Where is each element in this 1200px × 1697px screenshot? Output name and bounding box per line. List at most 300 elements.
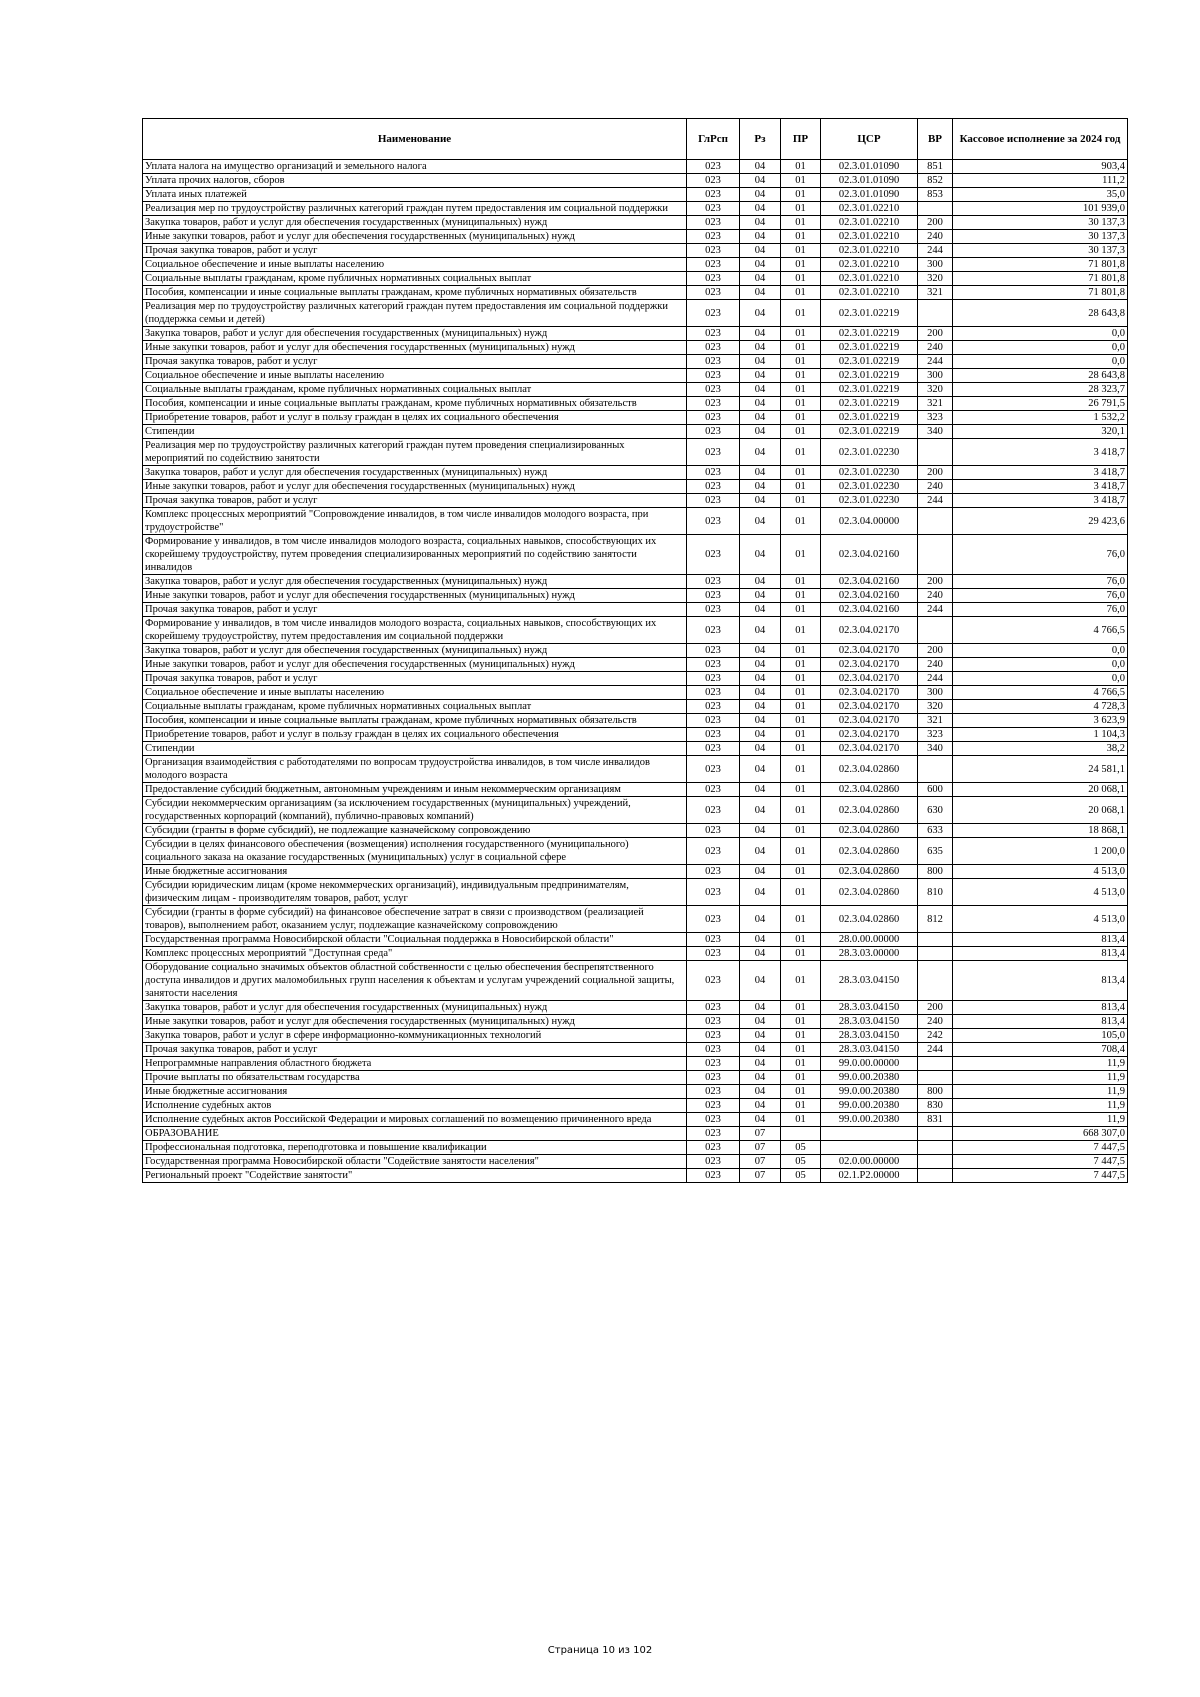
- cell-name: Прочая закупка товаров, работ и услуг: [143, 672, 687, 686]
- cell-rz: 04: [740, 824, 781, 838]
- cell-rz: 04: [740, 728, 781, 742]
- cell-name: Социальные выплаты гражданам, кроме публичных нормативных социальных выплат: [143, 700, 687, 714]
- cell-vr: 320: [918, 700, 953, 714]
- cell-csr: 02.3.01.02230: [821, 466, 918, 480]
- cell-csr: 02.3.04.02170: [821, 672, 918, 686]
- header-rz: Рз: [740, 119, 781, 160]
- cell-rz: 04: [740, 933, 781, 947]
- cell-vr: 240: [918, 658, 953, 672]
- cell-pr: 01: [781, 160, 821, 174]
- cell-vr: 240: [918, 230, 953, 244]
- cell-pr: 01: [781, 603, 821, 617]
- cell-csr: 02.3.01.02210: [821, 202, 918, 216]
- cell-csr: 02.3.01.02230: [821, 494, 918, 508]
- cell-name: Иные закупки товаров, работ и услуг для обеспечения государственных (муниципальных) нужд: [143, 589, 687, 603]
- cell-amount: 20 068,1: [953, 797, 1128, 824]
- cell-vr: 200: [918, 327, 953, 341]
- cell-amount: 813,4: [953, 1015, 1128, 1029]
- table-row: [143, 658, 1128, 672]
- cell-rz: 04: [740, 783, 781, 797]
- cell-rz: 04: [740, 1015, 781, 1029]
- cell-csr: 99.0.00.20380: [821, 1099, 918, 1113]
- cell-name: Уплата иных платежей: [143, 188, 687, 202]
- cell-amount: 813,4: [953, 1001, 1128, 1015]
- table-row: [143, 1015, 1128, 1029]
- cell-pr: 01: [781, 230, 821, 244]
- cell-name: Прочие выплаты по обязательствам государства: [143, 1071, 687, 1085]
- cell-name: Иные закупки товаров, работ и услуг для обеспечения государственных (муниципальных) нужд: [143, 341, 687, 355]
- table-row: [143, 589, 1128, 603]
- cell-grs: 023: [687, 327, 740, 341]
- cell-pr: 01: [781, 824, 821, 838]
- cell-amount: 11,9: [953, 1071, 1128, 1085]
- cell-name: Субсидии некоммерческим организациям (за исключением государственных (муниципальных) учреждений, государственных корпораций (компаний), публично-правовых компаний): [143, 797, 687, 824]
- cell-amount: 7 447,5: [953, 1155, 1128, 1169]
- cell-grs: 023: [687, 1155, 740, 1169]
- table-row: [143, 466, 1128, 480]
- cell-grs: 023: [687, 1001, 740, 1015]
- cell-rz: 04: [740, 961, 781, 1001]
- cell-grs: 023: [687, 714, 740, 728]
- cell-rz: 04: [740, 355, 781, 369]
- cell-vr: 300: [918, 686, 953, 700]
- cell-name: Уплата прочих налогов, сборов: [143, 174, 687, 188]
- cell-pr: 01: [781, 397, 821, 411]
- cell-amount: 30 137,3: [953, 216, 1128, 230]
- cell-csr: 02.3.04.02860: [821, 783, 918, 797]
- cell-vr: 300: [918, 258, 953, 272]
- cell-vr: [918, 756, 953, 783]
- cell-grs: 023: [687, 1141, 740, 1155]
- cell-vr: 635: [918, 838, 953, 865]
- cell-csr: 02.3.04.02860: [821, 797, 918, 824]
- cell-grs: 023: [687, 603, 740, 617]
- cell-vr: [918, 202, 953, 216]
- cell-name: Социальные выплаты гражданам, кроме публичных нормативных социальных выплат: [143, 272, 687, 286]
- cell-vr: 831: [918, 1113, 953, 1127]
- cell-grs: 023: [687, 535, 740, 575]
- cell-amount: 18 868,1: [953, 824, 1128, 838]
- cell-grs: 023: [687, 756, 740, 783]
- cell-rz: 07: [740, 1127, 781, 1141]
- cell-pr: 01: [781, 425, 821, 439]
- cell-vr: [918, 933, 953, 947]
- cell-amount: 28 323,7: [953, 383, 1128, 397]
- cell-vr: 340: [918, 425, 953, 439]
- table-row: [143, 603, 1128, 617]
- cell-amount: 0,0: [953, 644, 1128, 658]
- cell-csr: 02.3.01.02219: [821, 369, 918, 383]
- cell-amount: 813,4: [953, 961, 1128, 1001]
- cell-rz: 07: [740, 1169, 781, 1183]
- cell-grs: 023: [687, 700, 740, 714]
- cell-csr: 99.0.00.00000: [821, 1057, 918, 1071]
- cell-grs: 023: [687, 824, 740, 838]
- cell-rz: 04: [740, 508, 781, 535]
- cell-csr: 02.3.01.02219: [821, 397, 918, 411]
- cell-pr: 01: [781, 589, 821, 603]
- cell-grs: 023: [687, 1127, 740, 1141]
- header-name: Наименование: [143, 119, 687, 160]
- cell-amount: 76,0: [953, 535, 1128, 575]
- cell-rz: 04: [740, 644, 781, 658]
- cell-pr: 01: [781, 466, 821, 480]
- cell-csr: 02.3.04.02170: [821, 644, 918, 658]
- cell-grs: 023: [687, 272, 740, 286]
- cell-name: Реализация мер по трудоустройству различных категорий граждан путем предоставления им социальной поддержки: [143, 202, 687, 216]
- cell-csr: [821, 1141, 918, 1155]
- cell-amount: 4 513,0: [953, 879, 1128, 906]
- cell-rz: 04: [740, 230, 781, 244]
- table-row: [143, 160, 1128, 174]
- cell-name: Субсидии юридическим лицам (кроме некоммерческих организаций), индивидуальным предпринимателям, физическим лицам - производителям товаров, работ, услуг: [143, 879, 687, 906]
- cell-name: Иные закупки товаров, работ и услуг для обеспечения государственных (муниципальных) нужд: [143, 230, 687, 244]
- cell-rz: 04: [740, 603, 781, 617]
- cell-vr: 242: [918, 1029, 953, 1043]
- header-pr: ПР: [781, 119, 821, 160]
- table-row: [143, 686, 1128, 700]
- cell-csr: 28.3.03.04150: [821, 961, 918, 1001]
- cell-amount: 71 801,8: [953, 286, 1128, 300]
- cell-pr: 01: [781, 480, 821, 494]
- table-row: [143, 439, 1128, 466]
- cell-csr: 02.3.01.01090: [821, 188, 918, 202]
- cell-rz: 04: [740, 216, 781, 230]
- cell-amount: 30 137,3: [953, 244, 1128, 258]
- cell-rz: 04: [740, 1057, 781, 1071]
- cell-csr: 02.3.01.02219: [821, 383, 918, 397]
- cell-pr: 01: [781, 575, 821, 589]
- cell-name: Пособия, компенсации и иные социальные выплаты гражданам, кроме публичных нормативных обязательств: [143, 397, 687, 411]
- cell-name: Социальное обеспечение и иные выплаты населению: [143, 369, 687, 383]
- cell-pr: 01: [781, 439, 821, 466]
- cell-grs: 023: [687, 961, 740, 1001]
- cell-pr: 01: [781, 879, 821, 906]
- cell-rz: 04: [740, 286, 781, 300]
- cell-amount: 7 447,5: [953, 1141, 1128, 1155]
- cell-name: Иные бюджетные ассигнования: [143, 1085, 687, 1099]
- cell-csr: 02.3.01.01090: [821, 174, 918, 188]
- cell-csr: 02.3.01.02210: [821, 286, 918, 300]
- table-row: [143, 244, 1128, 258]
- cell-amount: 4 766,5: [953, 617, 1128, 644]
- cell-pr: 01: [781, 906, 821, 933]
- header-csr: ЦСР: [821, 119, 918, 160]
- cell-name: Социальное обеспечение и иные выплаты населению: [143, 258, 687, 272]
- cell-rz: 04: [740, 617, 781, 644]
- cell-name: Субсидии (гранты в форме субсидий) на финансовое обеспечение затрат в связи с производством (реализацией товаров), выполнением работ, оказанием услуг, подлежащие казначейскому сопровождению: [143, 906, 687, 933]
- header-amount: Кассовое исполнение за 2024 год: [953, 119, 1128, 160]
- cell-pr: 01: [781, 258, 821, 272]
- cell-csr: 02.3.04.02160: [821, 535, 918, 575]
- cell-pr: 01: [781, 341, 821, 355]
- cell-name: Закупка товаров, работ и услуг для обеспечения государственных (муниципальных) нужд: [143, 575, 687, 589]
- table-row: [143, 1155, 1128, 1169]
- cell-name: Государственная программа Новосибирской области "Содействие занятости населения": [143, 1155, 687, 1169]
- cell-pr: 05: [781, 1141, 821, 1155]
- table-row: [143, 728, 1128, 742]
- cell-name: Пособия, компенсации и иные социальные выплаты гражданам, кроме публичных нормативных обязательств: [143, 286, 687, 300]
- cell-name: Комплекс процессных мероприятий "Доступная среда": [143, 947, 687, 961]
- cell-name: Организация взаимодействия с работодателями по вопросам трудоустройства инвалидов, в том числе инвалидов молодого возраста: [143, 756, 687, 783]
- table-row: [143, 494, 1128, 508]
- table-row: [143, 1085, 1128, 1099]
- cell-vr: 323: [918, 728, 953, 742]
- cell-name: Прочая закупка товаров, работ и услуг: [143, 355, 687, 369]
- cell-grs: 023: [687, 383, 740, 397]
- cell-name: Закупка товаров, работ и услуг для обеспечения государственных (муниципальных) нужд: [143, 216, 687, 230]
- cell-csr: 02.3.04.02170: [821, 700, 918, 714]
- cell-grs: 023: [687, 838, 740, 865]
- cell-vr: 810: [918, 879, 953, 906]
- cell-pr: 01: [781, 1071, 821, 1085]
- table-row: [143, 700, 1128, 714]
- cell-amount: 813,4: [953, 947, 1128, 961]
- cell-amount: 4 513,0: [953, 865, 1128, 879]
- cell-rz: 04: [740, 188, 781, 202]
- table-row: [143, 425, 1128, 439]
- cell-rz: 04: [740, 686, 781, 700]
- cell-vr: [918, 535, 953, 575]
- cell-rz: 04: [740, 439, 781, 466]
- table-row: [143, 1127, 1128, 1141]
- cell-rz: 04: [740, 1043, 781, 1057]
- cell-rz: 04: [740, 300, 781, 327]
- cell-grs: 023: [687, 1043, 740, 1057]
- cell-vr: 200: [918, 644, 953, 658]
- cell-grs: 023: [687, 508, 740, 535]
- cell-amount: 26 791,5: [953, 397, 1128, 411]
- table-row: [143, 216, 1128, 230]
- cell-vr: 320: [918, 383, 953, 397]
- cell-vr: 300: [918, 369, 953, 383]
- cell-grs: 023: [687, 589, 740, 603]
- cell-csr: 02.3.01.02219: [821, 300, 918, 327]
- cell-csr: 02.3.04.02170: [821, 742, 918, 756]
- cell-rz: 04: [740, 480, 781, 494]
- cell-pr: 01: [781, 1085, 821, 1099]
- cell-pr: [781, 1127, 821, 1141]
- cell-name: Социальные выплаты гражданам, кроме публичных нормативных социальных выплат: [143, 383, 687, 397]
- cell-rz: 04: [740, 397, 781, 411]
- cell-amount: 4 728,3: [953, 700, 1128, 714]
- cell-name: Прочая закупка товаров, работ и услуг: [143, 494, 687, 508]
- cell-grs: 023: [687, 686, 740, 700]
- cell-grs: 023: [687, 783, 740, 797]
- cell-vr: 630: [918, 797, 953, 824]
- table-row: [143, 383, 1128, 397]
- table-header-row: [143, 119, 1128, 160]
- cell-name: Иные закупки товаров, работ и услуг для обеспечения государственных (муниципальных) нужд: [143, 658, 687, 672]
- cell-grs: 023: [687, 355, 740, 369]
- cell-csr: 02.3.01.02219: [821, 327, 918, 341]
- cell-vr: [918, 1127, 953, 1141]
- cell-name: Прочая закупка товаров, работ и услуг: [143, 1043, 687, 1057]
- cell-grs: 023: [687, 728, 740, 742]
- cell-csr: 99.0.00.20380: [821, 1113, 918, 1127]
- cell-rz: 04: [740, 947, 781, 961]
- cell-vr: 244: [918, 244, 953, 258]
- cell-name: Реализация мер по трудоустройству различных категорий граждан путем предоставления им социальной поддержки (поддержка семьи и детей): [143, 300, 687, 327]
- table-row: [143, 1169, 1128, 1183]
- cell-name: Реализация мер по трудоустройству различных категорий граждан путем проведения специализированных мероприятий по содействию занятости: [143, 439, 687, 466]
- cell-grs: 023: [687, 1113, 740, 1127]
- cell-rz: 04: [740, 244, 781, 258]
- cell-vr: 244: [918, 1043, 953, 1057]
- table-row: [143, 258, 1128, 272]
- cell-rz: 04: [740, 742, 781, 756]
- table-row: [143, 202, 1128, 216]
- table-row: [143, 188, 1128, 202]
- cell-name: Иные закупки товаров, работ и услуг для обеспечения государственных (муниципальных) нужд: [143, 1015, 687, 1029]
- table-row: [143, 947, 1128, 961]
- cell-grs: 023: [687, 425, 740, 439]
- table-row: [143, 327, 1128, 341]
- cell-vr: [918, 1141, 953, 1155]
- cell-pr: 05: [781, 1169, 821, 1183]
- cell-name: Государственная программа Новосибирской области "Социальная поддержка в Новосибирской области": [143, 933, 687, 947]
- cell-csr: 02.0.00.00000: [821, 1155, 918, 1169]
- cell-rz: 04: [740, 411, 781, 425]
- cell-name: Закупка товаров, работ и услуг в сфере информационно-коммуникационных технологий: [143, 1029, 687, 1043]
- cell-grs: 023: [687, 742, 740, 756]
- cell-vr: 244: [918, 603, 953, 617]
- table-row: [143, 535, 1128, 575]
- cell-pr: 01: [781, 742, 821, 756]
- cell-amount: 668 307,0: [953, 1127, 1128, 1141]
- cell-grs: 023: [687, 202, 740, 216]
- table-row: [143, 411, 1128, 425]
- table-row: [143, 575, 1128, 589]
- cell-rz: 04: [740, 838, 781, 865]
- cell-name: Стипендии: [143, 425, 687, 439]
- cell-vr: 340: [918, 742, 953, 756]
- table-row: [143, 824, 1128, 838]
- cell-grs: 023: [687, 1085, 740, 1099]
- cell-csr: 02.3.01.02219: [821, 341, 918, 355]
- cell-csr: 28.3.03.00000: [821, 947, 918, 961]
- cell-rz: 04: [740, 756, 781, 783]
- table-row: [143, 1071, 1128, 1085]
- cell-name: Субсидии в целях финансового обеспечения (возмещения) исполнения государственного (муниципального) социального заказа на оказание государственных (муниципальных) услуг в социальной сфере: [143, 838, 687, 865]
- cell-pr: 01: [781, 202, 821, 216]
- cell-csr: 02.3.04.02860: [821, 838, 918, 865]
- cell-vr: 240: [918, 341, 953, 355]
- cell-pr: 01: [781, 355, 821, 369]
- cell-csr: 02.3.01.01090: [821, 160, 918, 174]
- table-row: [143, 272, 1128, 286]
- cell-grs: 023: [687, 160, 740, 174]
- cell-csr: 99.0.00.20380: [821, 1071, 918, 1085]
- cell-rz: 04: [740, 425, 781, 439]
- cell-csr: 02.3.04.02170: [821, 714, 918, 728]
- cell-grs: 023: [687, 617, 740, 644]
- cell-pr: 01: [781, 535, 821, 575]
- cell-grs: 023: [687, 258, 740, 272]
- cell-grs: 023: [687, 933, 740, 947]
- cell-amount: 3 418,7: [953, 439, 1128, 466]
- cell-amount: 813,4: [953, 933, 1128, 947]
- cell-amount: 0,0: [953, 355, 1128, 369]
- cell-pr: 01: [781, 1001, 821, 1015]
- cell-amount: 28 643,8: [953, 300, 1128, 327]
- cell-rz: 04: [740, 160, 781, 174]
- cell-rz: 04: [740, 906, 781, 933]
- table-row: [143, 879, 1128, 906]
- cell-name: Исполнение судебных актов Российской Федерации и мировых соглашений по возмещению причиненного вреда: [143, 1113, 687, 1127]
- cell-name: Формирование у инвалидов, в том числе инвалидов молодого возраста, социальных навыков, способствующих их скорейшему трудоустройству, путем проведения специализированных мероприятий по содействию занятости инвалидов: [143, 535, 687, 575]
- cell-name: Приобретение товаров, работ и услуг в пользу граждан в целях их социального обеспечения: [143, 728, 687, 742]
- table-row: [143, 1029, 1128, 1043]
- cell-pr: 01: [781, 756, 821, 783]
- cell-grs: 023: [687, 644, 740, 658]
- cell-amount: 903,4: [953, 160, 1128, 174]
- cell-amount: 708,4: [953, 1043, 1128, 1057]
- cell-amount: 0,0: [953, 658, 1128, 672]
- cell-amount: 20 068,1: [953, 783, 1128, 797]
- cell-rz: 04: [740, 341, 781, 355]
- cell-grs: 023: [687, 879, 740, 906]
- cell-rz: 04: [740, 658, 781, 672]
- cell-name: Формирование у инвалидов, в том числе инвалидов молодого возраста, социальных навыков, способствующих их скорейшему трудоустройству, путем предоставления им социальной поддержки: [143, 617, 687, 644]
- cell-rz: 04: [740, 1029, 781, 1043]
- cell-vr: 200: [918, 575, 953, 589]
- cell-rz: 04: [740, 589, 781, 603]
- cell-pr: 01: [781, 1015, 821, 1029]
- table-row: [143, 341, 1128, 355]
- cell-grs: 023: [687, 1029, 740, 1043]
- cell-rz: 04: [740, 272, 781, 286]
- cell-pr: 01: [781, 700, 821, 714]
- table-row: [143, 300, 1128, 327]
- cell-rz: 04: [740, 327, 781, 341]
- table-row: [143, 906, 1128, 933]
- cell-grs: 023: [687, 575, 740, 589]
- cell-pr: 01: [781, 369, 821, 383]
- cell-pr: 01: [781, 783, 821, 797]
- cell-grs: 023: [687, 672, 740, 686]
- cell-amount: 11,9: [953, 1113, 1128, 1127]
- cell-pr: 01: [781, 1057, 821, 1071]
- cell-pr: 01: [781, 1029, 821, 1043]
- cell-rz: 04: [740, 1001, 781, 1015]
- cell-csr: 02.3.01.02230: [821, 439, 918, 466]
- cell-name: Прочая закупка товаров, работ и услуг: [143, 603, 687, 617]
- page-number: Страница 10 из 102: [547, 1645, 653, 1656]
- cell-csr: 02.3.01.02219: [821, 425, 918, 439]
- table-row: [143, 617, 1128, 644]
- cell-csr: 02.3.01.02219: [821, 411, 918, 425]
- table-row: [143, 838, 1128, 865]
- cell-grs: 023: [687, 947, 740, 961]
- cell-name: Закупка товаров, работ и услуг для обеспечения государственных (муниципальных) нужд: [143, 1001, 687, 1015]
- cell-amount: 0,0: [953, 327, 1128, 341]
- cell-amount: 71 801,8: [953, 272, 1128, 286]
- table-row: [143, 783, 1128, 797]
- cell-grs: 023: [687, 397, 740, 411]
- cell-grs: 023: [687, 341, 740, 355]
- cell-amount: 76,0: [953, 603, 1128, 617]
- cell-rz: 04: [740, 494, 781, 508]
- cell-csr: 02.3.01.02210: [821, 244, 918, 258]
- cell-name: Уплата налога на имущество организаций и земельного налога: [143, 160, 687, 174]
- cell-pr: 01: [781, 686, 821, 700]
- cell-name: Прочая закупка товаров, работ и услуг: [143, 244, 687, 258]
- cell-vr: [918, 617, 953, 644]
- cell-csr: 99.0.00.20380: [821, 1085, 918, 1099]
- cell-grs: 023: [687, 1099, 740, 1113]
- cell-rz: 04: [740, 1099, 781, 1113]
